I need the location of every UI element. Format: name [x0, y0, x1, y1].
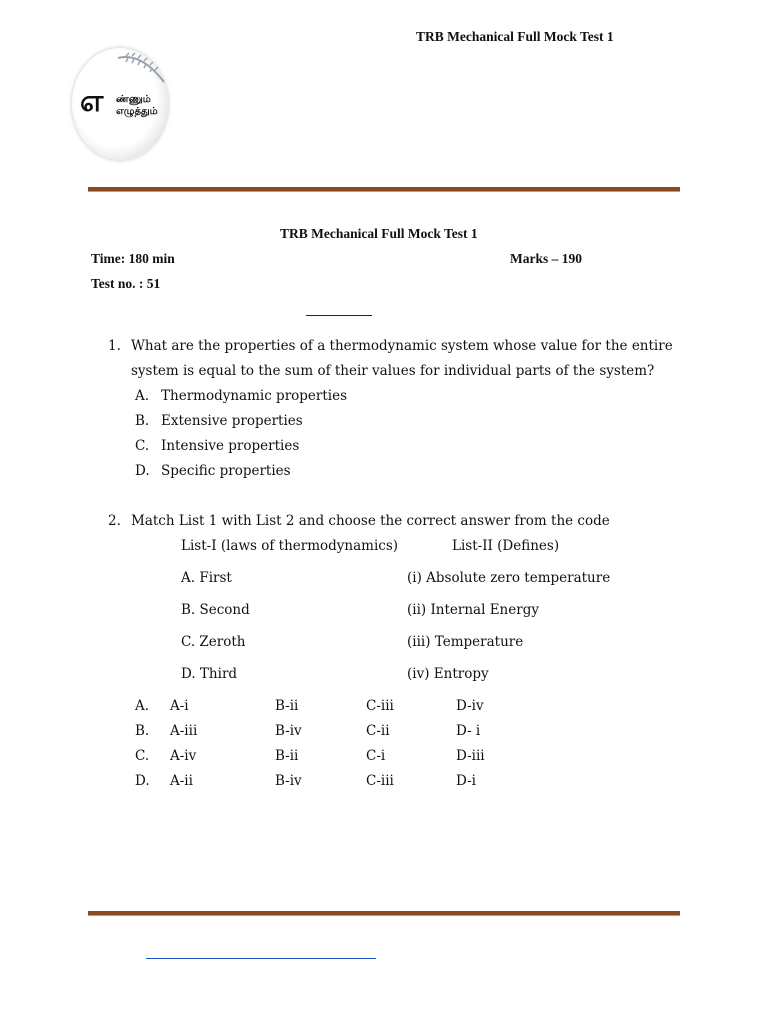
bottom-divider — [88, 911, 680, 916]
separator-line — [306, 315, 372, 316]
logo-glyph: எ — [80, 84, 104, 119]
q1-number: 1. — [108, 338, 121, 354]
q2-number: 2. — [108, 513, 121, 529]
list1-header: List-I (laws of thermodynamics) — [181, 538, 399, 554]
publisher-logo — [72, 48, 168, 160]
logo-tagline: ண்ணும் எழுத்தும் — [116, 94, 158, 117]
match-row: B. Second (ii) Internal Energy — [181, 602, 539, 618]
time-label: Time: 180 min — [91, 251, 175, 266]
q2-option-a[interactable]: A. A-i B-ii C-iii D-iv — [135, 698, 484, 714]
wheat-leaf-icon — [116, 52, 166, 92]
q1-option-a[interactable]: A. Thermodynamic properties — [135, 388, 348, 404]
list2-header: List-II (Defines) — [452, 538, 560, 554]
q1-option-c[interactable]: C. Intensive properties — [135, 438, 300, 454]
q1-option-b[interactable]: B. Extensive properties — [135, 413, 303, 429]
q1-options — [135, 384, 347, 484]
match-table — [181, 566, 661, 694]
test-number: Test no. : 51 — [91, 276, 161, 291]
q2-option-d[interactable]: D. A-ii B-iv C-iii D-i — [135, 773, 476, 789]
marks-label: Marks – 190 — [510, 251, 582, 266]
q1-stem: What are the properties of a thermodynamic system whose value for the entire system is equal to the sum of their values for individual parts of the system? — [131, 338, 673, 379]
match-row: D. Third (iv) Entropy — [181, 666, 489, 682]
q2-option-c[interactable]: C. A-iv B-ii C-i D-iii — [135, 748, 485, 764]
footer-link[interactable] — [146, 958, 376, 959]
top-divider — [88, 187, 680, 192]
q2-answer-options — [135, 694, 555, 794]
q1-option-d[interactable]: D. Specific properties — [135, 463, 291, 479]
match-row: C. Zeroth (iii) Temperature — [181, 634, 524, 650]
q2-option-b[interactable]: B. A-iii B-iv C-ii D- i — [135, 723, 481, 739]
test-title: TRB Mechanical Full Mock Test 1 — [280, 226, 478, 241]
q2-stem: Match List 1 with List 2 and choose the correct answer from the code — [131, 513, 610, 529]
match-row: A. First (i) Absolute zero temperature — [181, 570, 611, 586]
running-header: TRB Mechanical Full Mock Test 1 — [416, 29, 614, 44]
